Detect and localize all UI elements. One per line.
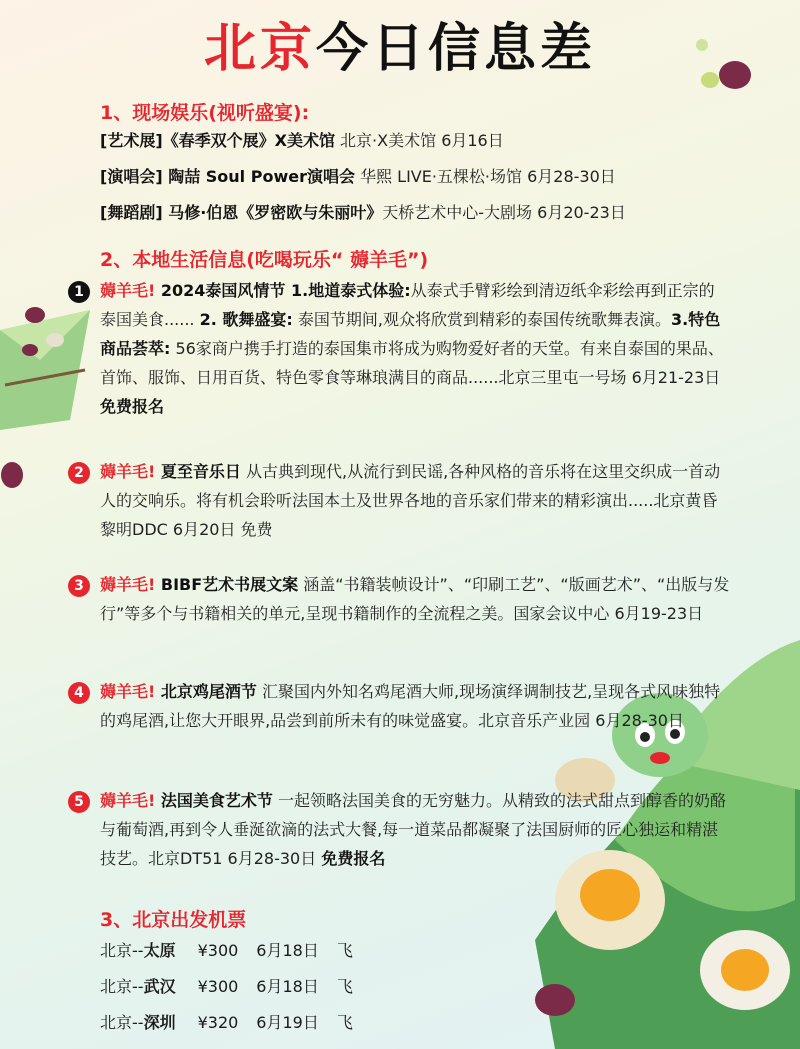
- deal-prefix: 薅羊毛!: [100, 462, 161, 481]
- ticket-from: 北京--: [100, 1013, 144, 1032]
- deal-subtitle: 2. 歌舞盛宴:: [199, 310, 293, 329]
- ticket-mode: 飞: [336, 1013, 353, 1032]
- deal-item-french-food: [100, 786, 730, 873]
- page-title: [0, 14, 800, 84]
- deal-title: BIBF艺术书展文案: [160, 575, 299, 594]
- event-item-dance: [100, 202, 626, 224]
- event-name: [舞蹈剧] 马修·伯恩《罗密欧与朱丽叶》: [100, 203, 383, 222]
- free-signup-label: 免费报名: [100, 397, 165, 416]
- ticket-destination: 太原: [143, 941, 176, 960]
- ticket-row: [100, 1012, 371, 1034]
- item-number-badge: 2: [68, 462, 90, 484]
- deal-title: 2024泰国风情节 1.地道泰式体验:: [160, 281, 411, 300]
- deal-text: 涵盖“书籍装帧设计”、“印刷工艺”、“版画艺术”、“出版与发行”等多个与书籍相关的单元,呈现书籍制作的全流程之美。国家会议中心 6月19-23日: [100, 575, 730, 623]
- item-number-badge: 5: [68, 791, 90, 813]
- deal-prefix: 薅羊毛!: [100, 575, 161, 594]
- deal-item-thai-festival: [100, 276, 730, 421]
- event-item-concert: [100, 166, 616, 188]
- ticket-price: ¥300: [197, 941, 239, 960]
- deal-item-music-day: [100, 457, 730, 544]
- event-name: [艺术展]《春季双个展》X美术馆: [100, 131, 335, 150]
- item-number-badge: 4: [68, 682, 90, 704]
- event-name: [演唱会] 陶喆 Soul Power演唱会: [100, 167, 355, 186]
- ticket-date: 6月19日: [256, 1013, 319, 1032]
- ticket-date: 6月18日: [256, 941, 319, 960]
- ticket-price: ¥300: [197, 977, 239, 996]
- section1-heading: 1、现场娱乐(视听盛宴):: [100, 102, 310, 124]
- ticket-mode: 飞: [336, 941, 353, 960]
- deal-prefix: 薅羊毛!: [100, 682, 161, 701]
- deal-text: 一起领略法国美食的无穷魅力。从精致的法式甜点到醇香的奶酪与葡萄酒,再到令人垂涎欲滴的法式大餐,每一道菜品都凝聚了法国厨师的匠心独运和精湛技艺。北京DT51 6月28-30日: [100, 791, 726, 868]
- deal-title: 夏至音乐日: [160, 462, 241, 481]
- ticket-date: 6月18日: [256, 977, 319, 996]
- section3-heading: 3、北京出发机票: [100, 909, 247, 931]
- deal-title: 北京鸡尾酒节: [160, 682, 257, 701]
- title-city: 北京: [203, 19, 316, 79]
- deal-text: 从泰式手臂彩绘到清迈纸伞彩绘再到正宗的泰国美食......: [100, 281, 715, 329]
- free-signup-label: 免费报名: [321, 849, 386, 868]
- ticket-destination: 深圳: [143, 1013, 176, 1032]
- deal-text: 汇聚国内外知名鸡尾酒大师,现场演绎调制技艺,呈现各式风味独特的鸡尾酒,让您大开眼界,品尝到前所未有的味觉盛宴。北京音乐产业园 6月28-30日: [100, 682, 721, 730]
- deal-item-book-fair: [100, 570, 730, 628]
- ticket-row: [100, 976, 371, 998]
- deal-prefix: 薅羊毛!: [100, 281, 161, 300]
- section2-heading: 2、本地生活信息(吃喝玩乐“ 薅羊毛”): [100, 249, 429, 271]
- deal-prefix: 薅羊毛!: [100, 791, 161, 810]
- deal-item-cocktail: [100, 677, 730, 735]
- event-detail: 天桥艺术中心-大剧场 6月20-23日: [382, 203, 626, 222]
- deal-title: 法国美食艺术节: [160, 791, 273, 810]
- deal-text: 泰国节期间,观众将欣赏到精彩的泰国传统歌舞表演。: [292, 310, 671, 329]
- event-item-art-exhibition: [100, 130, 504, 152]
- event-detail: 北京·X美术馆 6月16日: [334, 131, 504, 150]
- deal-text: 从古典到现代,从流行到民谣,各种风格的音乐将在这里交织成一首动人的交响乐。将有机会聆听法国本土及世界各地的音乐家们带来的精彩演出.....北京黄昏黎明DDC 6月20日 免费: [100, 462, 721, 539]
- ticket-from: 北京--: [100, 941, 144, 960]
- ticket-mode: 飞: [336, 977, 353, 996]
- ticket-price: ¥320: [197, 1013, 239, 1032]
- ticket-from: 北京--: [100, 977, 144, 996]
- ticket-destination: 武汉: [143, 977, 176, 996]
- item-number-badge: 3: [68, 575, 90, 597]
- ticket-row: [100, 940, 371, 962]
- deal-subtitle: 3.特色商品荟萃:: [100, 310, 721, 358]
- deal-text: 56家商户携手打造的泰国集市将成为购物爱好者的天堂。有来自泰国的果品、首饰、服饰、日用百货、特色零食等琳琅满目的商品......北京三里屯一号场 6月21-23日: [100, 339, 724, 387]
- event-detail: 华熙 LIVE·五棵松·场馆 6月28-30日: [354, 167, 616, 186]
- title-main: 今日信息差: [316, 19, 597, 79]
- item-number-badge: 1: [68, 281, 90, 303]
